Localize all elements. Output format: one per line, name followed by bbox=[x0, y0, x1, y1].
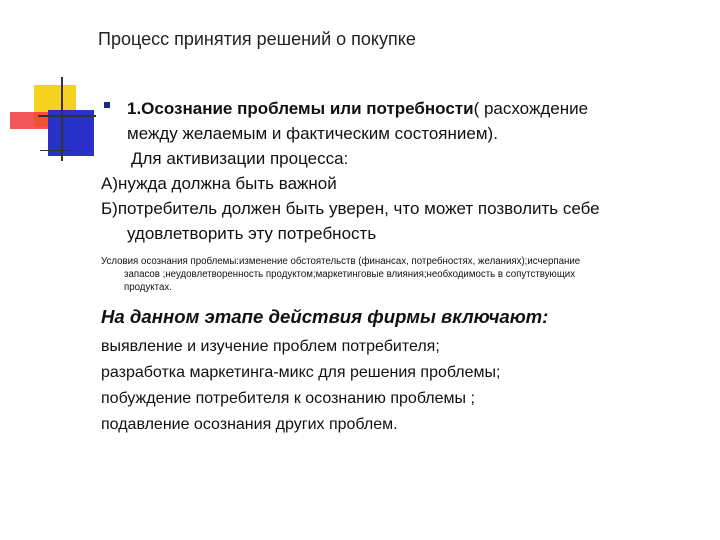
actions-list bbox=[101, 334, 701, 438]
main-point-line-3: Для активизации процесса: bbox=[131, 149, 349, 168]
slide-body bbox=[101, 96, 701, 438]
main-point-continuation: ( расхождение bbox=[473, 99, 589, 118]
action-item: выявление и изучение проблем потребителя; bbox=[101, 338, 440, 355]
conditions-line-1: Условия осознания проблемы:изменение обстоятельств (финансах, потребностях, желаниях);исчерпание bbox=[101, 256, 581, 267]
action-item: побуждение потребителя к осознанию проблемы ; bbox=[101, 390, 475, 407]
main-point-line-1 bbox=[101, 96, 701, 121]
horizontal-line-decoration-2 bbox=[40, 150, 70, 151]
action-item: разработка маркетинга-микс для решения проблемы; bbox=[101, 364, 501, 381]
conditions-line-2: запасов ;неудовлетворенность продуктом;маркетинговые влияния;необходимость в сопутствующих bbox=[124, 269, 576, 280]
horizontal-line-decoration bbox=[38, 115, 96, 117]
main-point-heading: 1.Осознание проблемы или потребности bbox=[127, 99, 474, 118]
conditions-line-3: продуктах. bbox=[124, 282, 172, 293]
slide-title: Процесс принятия решений о покупке bbox=[98, 29, 416, 49]
item-b-line-2: удовлетворить эту потребность bbox=[127, 224, 377, 243]
vertical-line-decoration bbox=[61, 77, 63, 161]
conditions-note bbox=[101, 255, 701, 294]
action-item: подавление осознания других проблем. bbox=[101, 416, 398, 433]
stage-heading: На данном этапе действия фирмы включают: bbox=[101, 306, 549, 327]
item-a: А)нужда должна быть важной bbox=[101, 174, 337, 193]
main-point-line-2: между желаемым и фактическим состоянием). bbox=[127, 124, 498, 143]
item-b-line-1: Б)потребитель должен быть уверен, что может позволить себе bbox=[101, 199, 600, 218]
